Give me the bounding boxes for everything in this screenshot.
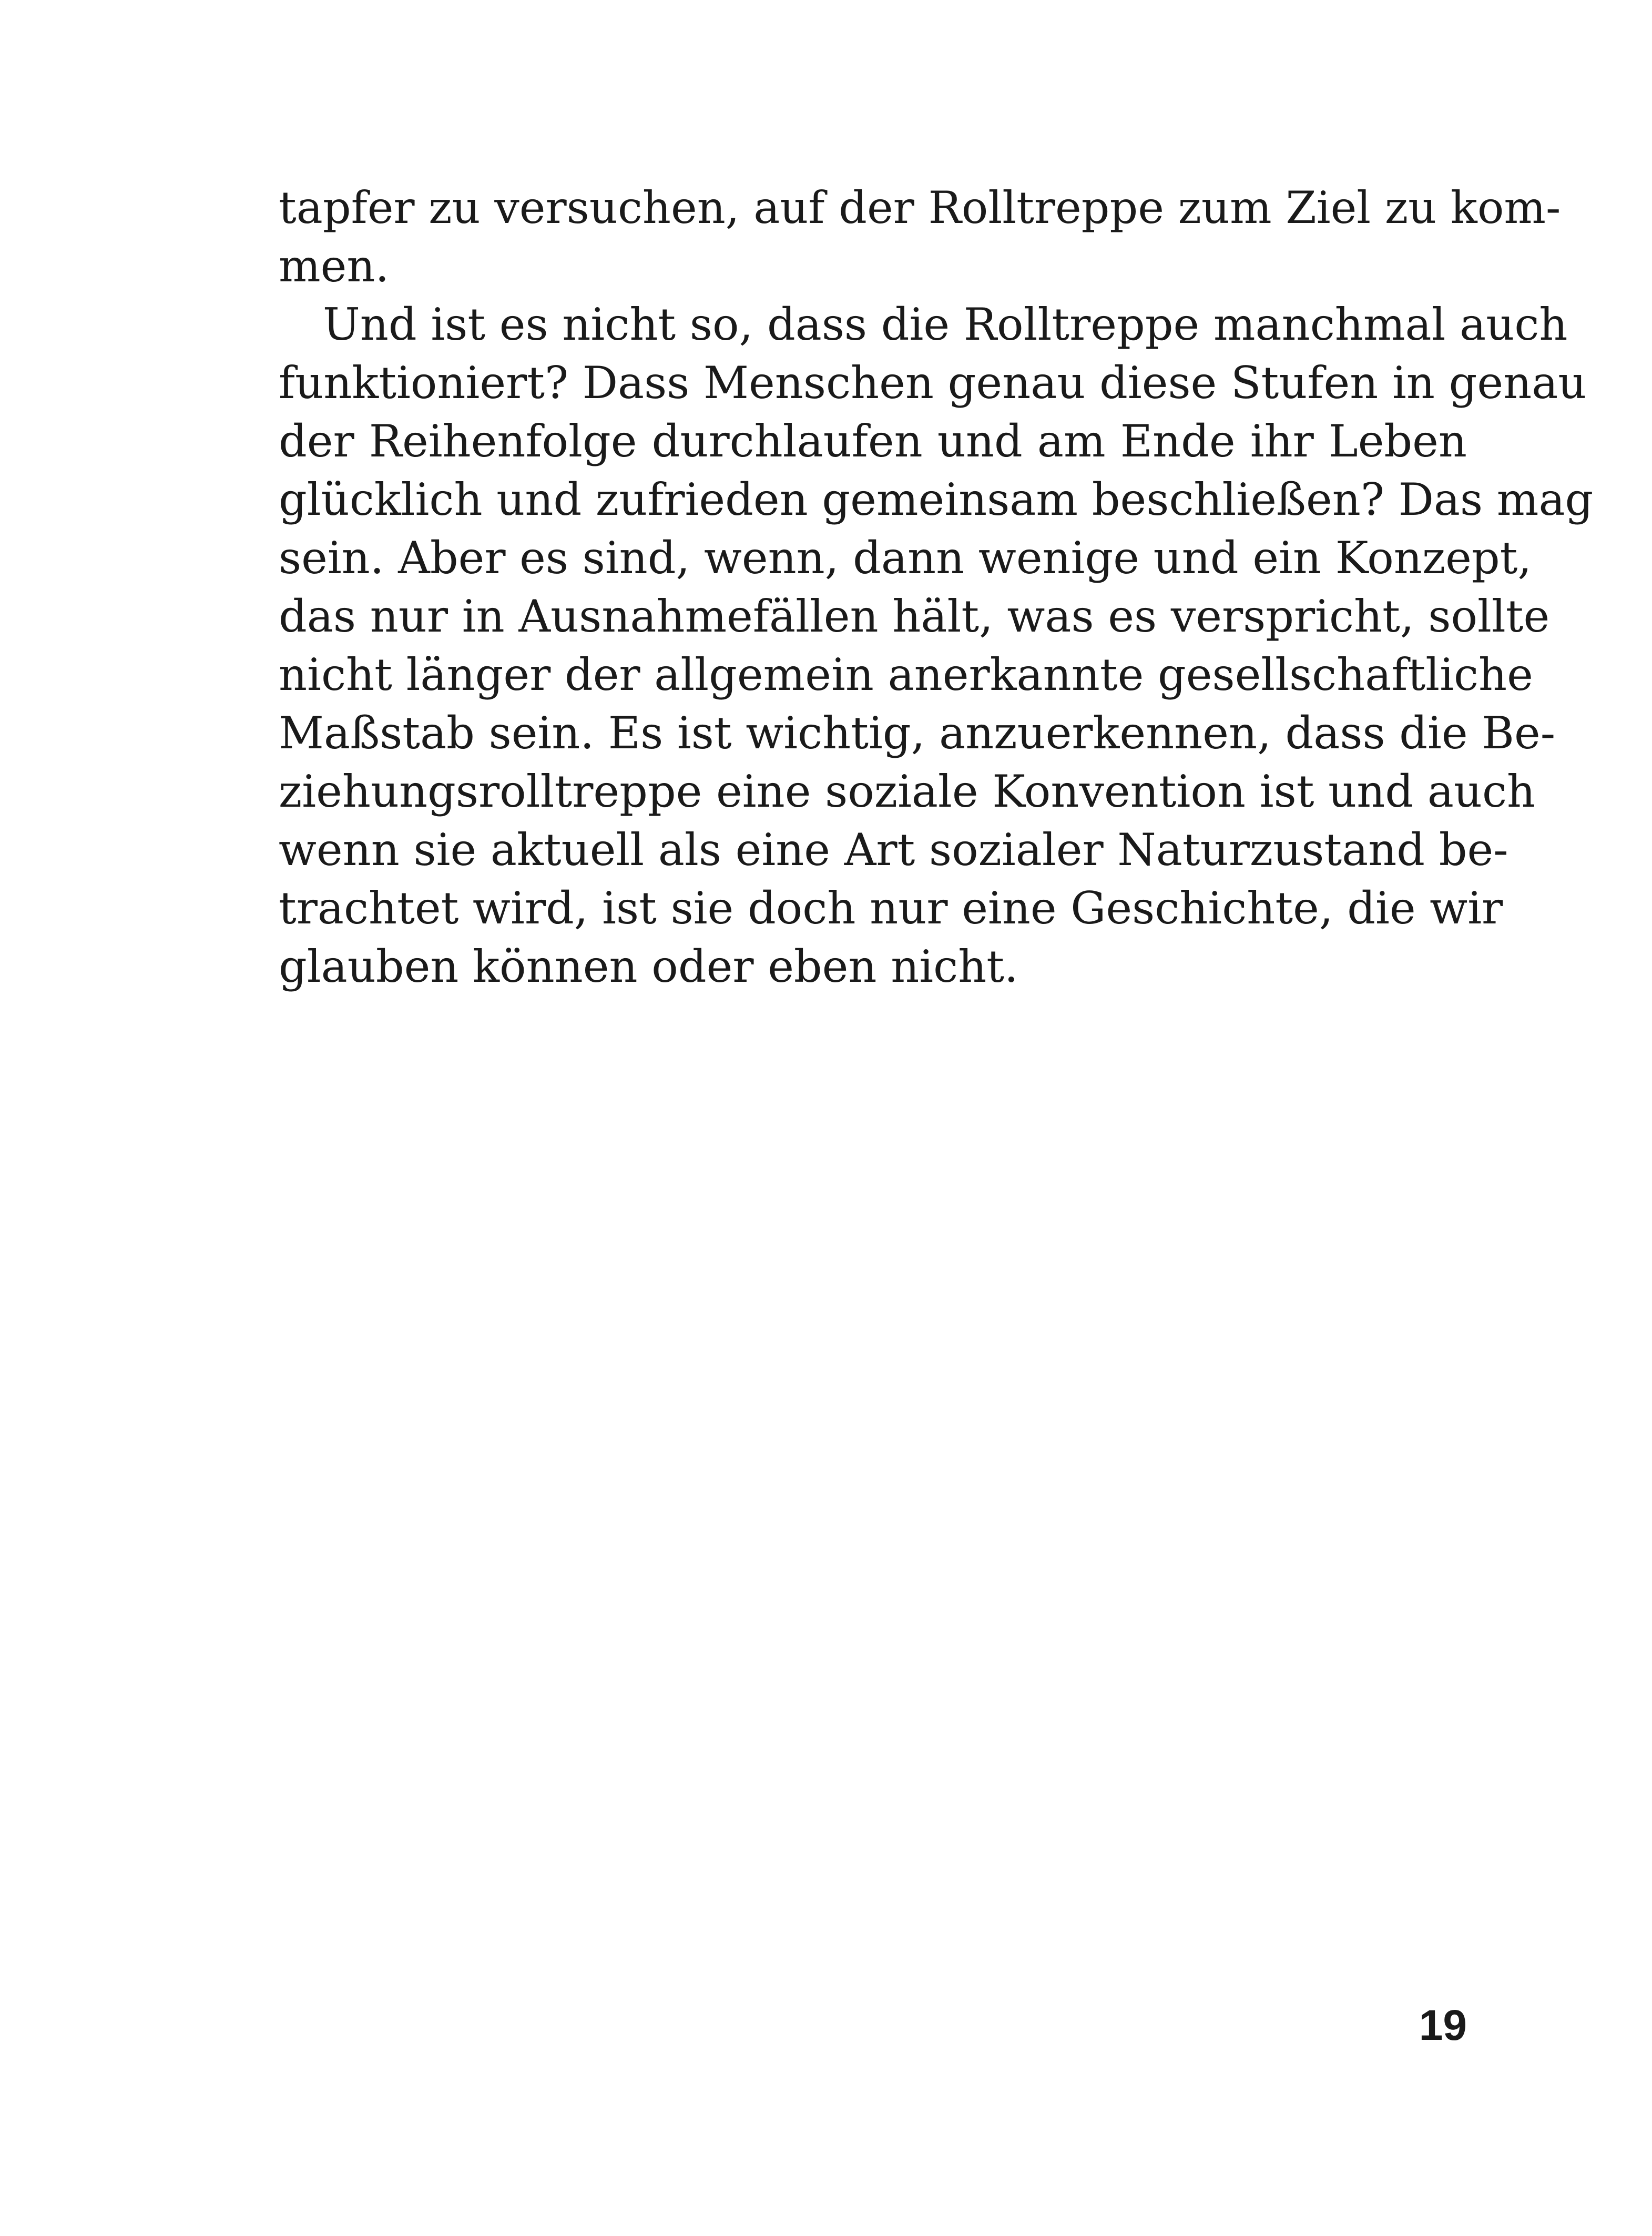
text-line: trachtet wird, ist sie doch nur eine Geschichte, die wir — [279, 882, 1503, 934]
text-line: funktioniert? Dass Menschen genau diese Stufen in genau — [279, 357, 1587, 409]
text-line: Maßstab sein. Es ist wichtig, anzuerkennen, dass die Be- — [279, 707, 1556, 759]
text-line: tapfer zu versuchen, auf der Rolltreppe zum Ziel zu kom- — [279, 182, 1561, 233]
text-line: das nur in Ausnahmefällen hält, was es verspricht, sollte — [279, 591, 1550, 642]
text-line: glauben können oder eben nicht. — [279, 941, 1018, 992]
text-line: sein. Aber es sind, wenn, dann wenige und ein Konzept, — [279, 532, 1532, 584]
text-line: men. — [279, 240, 390, 292]
text-line: nicht länger der allgemein anerkannte gesellschaftliche — [279, 649, 1533, 700]
body-text — [279, 179, 1594, 996]
text-line: Und ist es nicht so, dass die Rolltreppe manchmal auch — [323, 299, 1568, 350]
text-line: der Reihenfolge durchlaufen und am Ende ihr Leben — [279, 415, 1467, 467]
text-line: wenn sie aktuell als eine Art sozialer Naturzustand be- — [279, 824, 1508, 876]
text-line: ziehungsrolltreppe eine soziale Konvention ist und auch — [279, 766, 1536, 817]
text-line: glücklich und zufrieden gemeinsam beschließen? Das mag — [279, 474, 1594, 525]
page-number: 19 — [1419, 2001, 1467, 2049]
